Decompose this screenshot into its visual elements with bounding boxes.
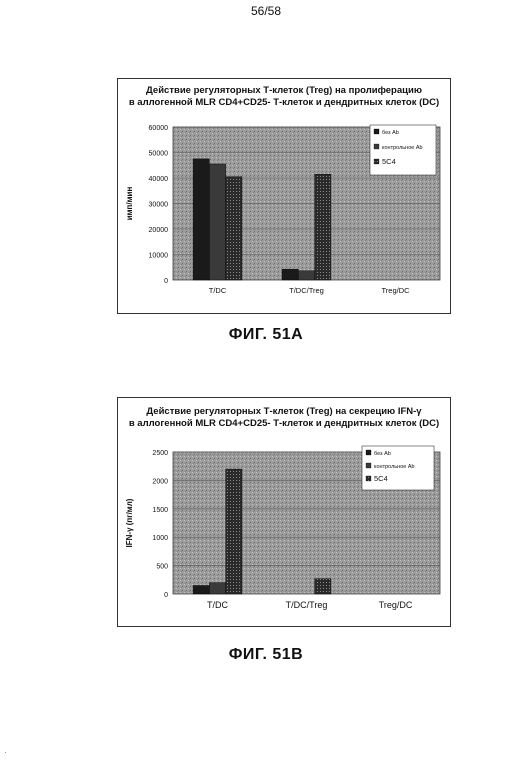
page-number: 56/58 — [250, 4, 282, 18]
legend-entry: контрольное Ab — [382, 145, 423, 151]
bar-T/DC/Treg-1 — [298, 271, 314, 280]
x-tick-label: Treg/DC — [381, 286, 410, 295]
y-tick-label: 40000 — [148, 176, 168, 183]
legend-swatch — [366, 476, 371, 481]
y-tick-label: 50000 — [148, 150, 168, 158]
figure-caption-51b: ФИГ. 51В — [228, 646, 304, 663]
figure-51b-chart — [117, 397, 451, 627]
chart-title-line1: Действие регуляторных Т-клеток (Treg) на секрецию IFN-γ — [146, 406, 422, 417]
legend-entry: без Ab — [382, 130, 399, 136]
bar-T/DC/Treg-2 — [315, 174, 331, 280]
y-tick-label: 10000 — [148, 252, 168, 260]
legend-entry: контрольное Ab — [374, 464, 415, 470]
page-corner-mark: · — [4, 748, 7, 757]
bar-T/DC-1 — [209, 164, 225, 280]
y-tick-label: 1500 — [152, 506, 168, 514]
x-tick-label: T/DC — [208, 286, 227, 295]
bar-T/DC-2 — [226, 177, 242, 280]
legend-entry: 5С4 — [382, 157, 396, 166]
bar-T/DC-0 — [193, 159, 209, 280]
y-tick-label: 0 — [164, 592, 168, 599]
bar-T/DC-2 — [226, 469, 242, 594]
y-tick-label: 20000 — [148, 227, 168, 234]
legend-swatch — [374, 129, 379, 134]
legend-swatch — [366, 463, 371, 468]
bar-T/DC/Treg-0 — [282, 269, 298, 280]
x-tick-label: T/DC/Treg — [285, 600, 328, 610]
chart-plot — [118, 398, 450, 626]
chart-title-line1: Действие регуляторных Т-клеток (Treg) на пролиферацию — [146, 85, 422, 96]
bar-T/DC/Treg-2 — [315, 579, 331, 594]
y-tick-label: 2500 — [152, 450, 168, 457]
figure-caption-51a: ФИГ. 51А — [228, 326, 304, 343]
x-tick-label: T/DC/Treg — [289, 286, 324, 295]
bar-T/DC-1 — [209, 583, 225, 594]
y-axis-label: IFN-γ (пг/мл) — [125, 498, 134, 548]
figure-51a-chart — [117, 78, 451, 314]
bar-T/DC-0 — [193, 585, 209, 594]
chart-plot — [118, 79, 450, 313]
x-tick-label: Treg/DC — [378, 600, 413, 610]
x-tick-label: T/DC — [207, 600, 228, 610]
y-tick-label: 30000 — [148, 201, 168, 209]
chart-title-line2: в аллогенной MLR CD4+CD25- Т-клеток и дендритных клеток (DC) — [128, 97, 440, 108]
legend-swatch — [374, 159, 379, 164]
y-tick-label: 60000 — [148, 125, 168, 132]
legend-entry: 5С4 — [374, 474, 388, 483]
y-tick-label: 2000 — [152, 478, 168, 486]
y-axis-label: имп/мин — [125, 186, 134, 221]
y-tick-label: 500 — [156, 563, 168, 571]
legend-swatch — [374, 144, 379, 149]
y-tick-label: 0 — [164, 278, 168, 285]
chart-title-line2: в аллогенной MLR CD4+CD25- Т-клеток и дендритных клеток (DC) — [128, 418, 440, 429]
y-tick-label: 1000 — [152, 535, 168, 543]
legend-swatch — [366, 450, 371, 455]
legend-entry: без Ab — [374, 451, 391, 457]
